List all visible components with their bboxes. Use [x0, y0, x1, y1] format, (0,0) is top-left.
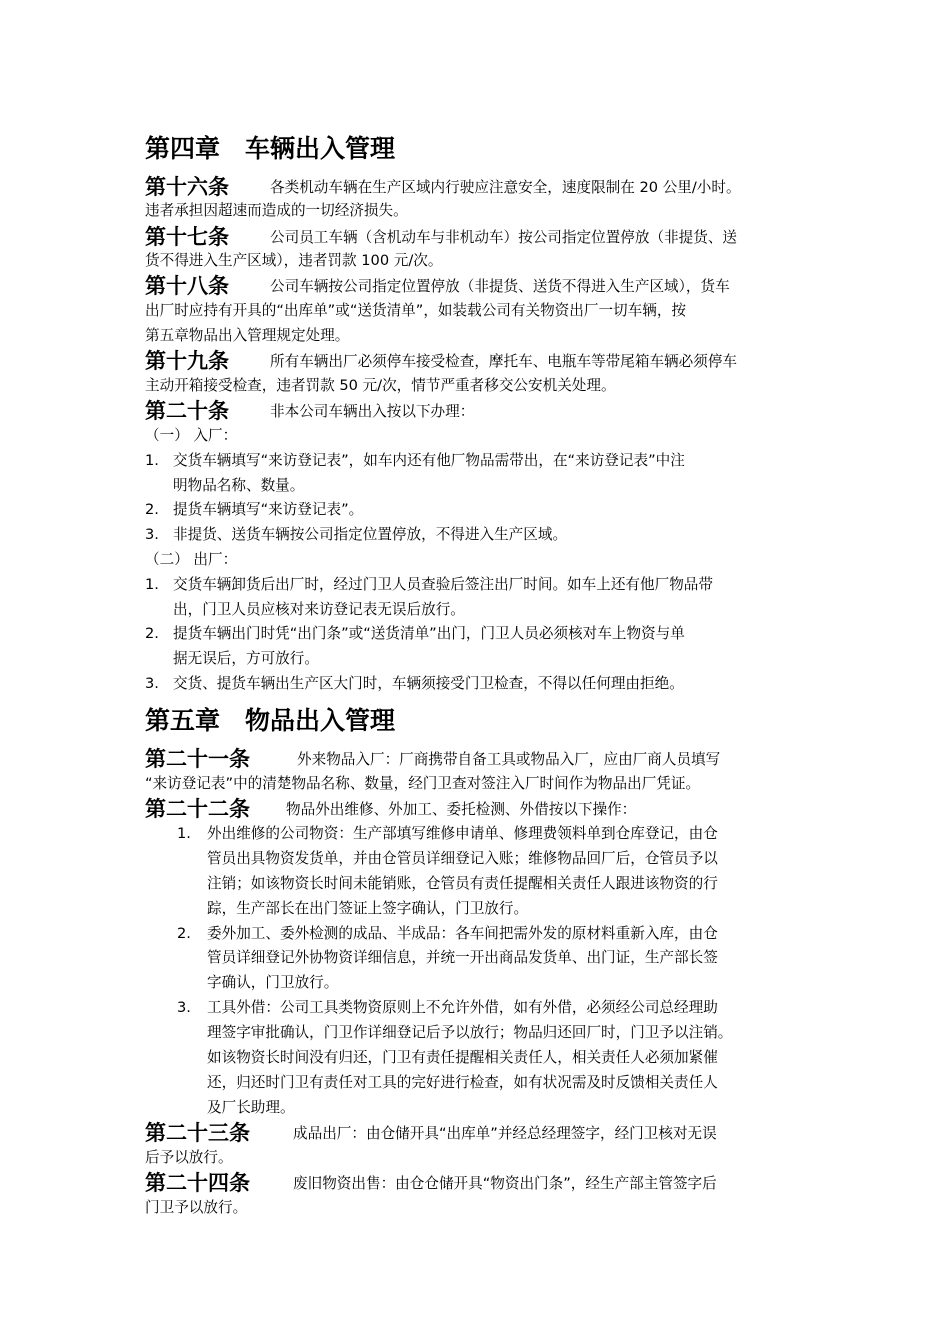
list-text: 非提货、送货车辆按公司指定位置停放，不得进入生产区域。: [173, 526, 568, 543]
article-16: [145, 176, 741, 199]
list-item: [145, 574, 713, 596]
list-text: 交货、提货车辆出生产区大门时，车辆须接受门卫检查，不得以任何理由拒绝。: [173, 675, 684, 692]
article-24: [145, 1172, 717, 1195]
list-text: 委外加工、委外检测的成品、半成品：各车间把需外发的原材料重新入库，由仓: [207, 925, 718, 942]
article-text: 公司车辆按公司指定位置停放（非提货、送货不得进入生产区域），货车: [270, 278, 730, 295]
article-23: [145, 1122, 717, 1145]
chapter-5-title: 第五章 物品出入管理: [145, 706, 396, 735]
list-number: 3.: [145, 526, 159, 543]
list-number: 2.: [145, 625, 159, 642]
article-label: 第二十条: [145, 399, 229, 423]
article-label: 第二十四条: [145, 1171, 250, 1195]
article-text: 物品外出维修、外加工、委托检测、外借按以下操作：: [286, 801, 637, 818]
list-number: 1.: [145, 576, 159, 593]
article-19-cont: 主动开箱接受检查，违者罚款 50 元/次，情节严重者移交公安机关处理。: [145, 377, 616, 394]
article-text: 废旧物资出售：由仓仓储开具“物资出门条”，经生产部主管签字后: [293, 1175, 717, 1192]
list-number: 1.: [177, 825, 191, 842]
list-item-cont: 管员出具物资发货单，并由仓管员详细登记入账；维修物品回厂后，仓管员予以: [207, 850, 718, 867]
list-item-cont: 还，归还时门卫有责任对工具的完好进行检查，如有状况需及时反馈相关责任人: [207, 1074, 718, 1091]
list-item-cont: 理签字审批确认，门卫作详细登记后予以放行；物品归还回厂时，门卫予以注销。: [207, 1024, 733, 1041]
list-item-cont: 注销；如该物资长时间未能销账，仓管员有责任提醒相关责任人跟进该物资的行: [207, 875, 718, 892]
list-item: [145, 499, 363, 521]
article-22: [145, 798, 636, 821]
list-text: 提货车辆填写“来访登记表”。: [173, 501, 364, 518]
article-18: [145, 275, 730, 298]
article-label: 第十九条: [145, 349, 229, 373]
article-21: [145, 748, 720, 771]
article-text: 公司员工车辆（含机动车与非机动车）按公司指定位置停放（非提货、送: [270, 229, 738, 246]
list-item-cont: 出，门卫人员应核对来访登记表无误后放行。: [173, 601, 465, 618]
article-21-cont: “来访登记表”中的清楚物品名称、数量，经门卫查对签注入厂时间作为物品出厂凭证。: [145, 775, 701, 792]
list-item: [145, 623, 685, 645]
list-item: [145, 450, 685, 472]
list-text: 外出维修的公司物资：生产部填写维修申请单、修理费领料单到仓库登记，由仓: [207, 825, 718, 842]
list-text: 交货车辆填写“来访登记表”，如车内还有他厂物品需带出，在“来访登记表”中注: [173, 452, 685, 469]
article-label: 第十八条: [145, 274, 229, 298]
article-label: 第十七条: [145, 225, 229, 249]
article-16-cont: 违者承担因超速而造成的一切经济损失。: [145, 202, 408, 219]
article-text: 成品出厂：由仓储开具“出库单”并经总经理签字，经门卫核对无误: [293, 1125, 717, 1142]
article-20: [145, 400, 474, 423]
article-19: [145, 350, 737, 373]
list-item-cont: 如该物资长时间没有归还，门卫有责任提醒相关责任人，相关责任人必须加紧催: [207, 1049, 718, 1066]
list-text: 交货车辆卸货后出厂时，经过门卫人员查验后签注出厂时间。如车上还有他厂物品带: [173, 576, 713, 593]
section-heading-entry: （一） 入厂：: [145, 427, 238, 444]
list-item-cont: 及厂长助理。: [207, 1099, 295, 1116]
chapter-4-title: 第四章 车辆出入管理: [145, 134, 396, 163]
list-item-cont: 管员详细登记外协物资详细信息，并统一开出商品发货单、出门证，生产部长签: [207, 949, 718, 966]
list-number: 2.: [145, 501, 159, 518]
article-text: 所有车辆出厂必须停车接受检查，摩托车、电瓶车等带尾箱车辆必须停车: [270, 353, 738, 370]
article-label: 第二十二条: [145, 797, 250, 821]
article-text: 外来物品入厂：厂商携带自备工具或物品入厂，应由厂商人员填写: [297, 751, 721, 768]
list-item-cont: 踪，生产部长在出门签证上签字确认，门卫放行。: [207, 900, 529, 917]
list-number: 2.: [177, 925, 191, 942]
article-23-cont: 后予以放行。: [145, 1149, 233, 1166]
article-label: 第十六条: [145, 175, 229, 199]
list-text: 工具外借：公司工具类物资原则上不允许外借，如有外借，必须经公司总经理助: [207, 999, 718, 1016]
list-item-cont: 字确认，门卫放行。: [207, 974, 339, 991]
article-17-cont: 货不得进入生产区域），违者罚款 100 元/次。: [145, 252, 443, 269]
list-item: [145, 673, 684, 695]
list-item: [177, 823, 718, 845]
list-number: 1.: [145, 452, 159, 469]
article-text: 各类机动车辆在生产区域内行驶应注意安全，速度限制在 20 公里/小时。: [270, 179, 741, 196]
list-item: [177, 997, 718, 1019]
list-item-cont: 据无误后，方可放行。: [173, 650, 319, 667]
section-heading-exit: （二） 出厂：: [145, 551, 238, 568]
article-17: [145, 226, 737, 249]
article-text: 非本公司车辆出入按以下办理：: [270, 403, 475, 420]
list-item-cont: 明物品名称、数量。: [173, 477, 305, 494]
article-18-cont: 出厂时应持有开具的“出库单”或“送货清单”，如装载公司有关物资出厂一切车辆，按: [145, 302, 687, 319]
list-item: [177, 923, 718, 945]
article-18-cont: 第五章物品出入管理规定处理。: [145, 327, 350, 344]
article-label: 第二十一条: [145, 747, 250, 771]
article-24-cont: 门卫予以放行。: [145, 1199, 248, 1216]
article-label: 第二十三条: [145, 1121, 250, 1145]
list-number: 3.: [177, 999, 191, 1016]
list-item: [145, 524, 567, 546]
list-text: 提货车辆出门时凭“出门条”或“送货清单”出门，门卫人员必须核对车上物资与单: [173, 625, 685, 642]
list-number: 3.: [145, 675, 159, 692]
